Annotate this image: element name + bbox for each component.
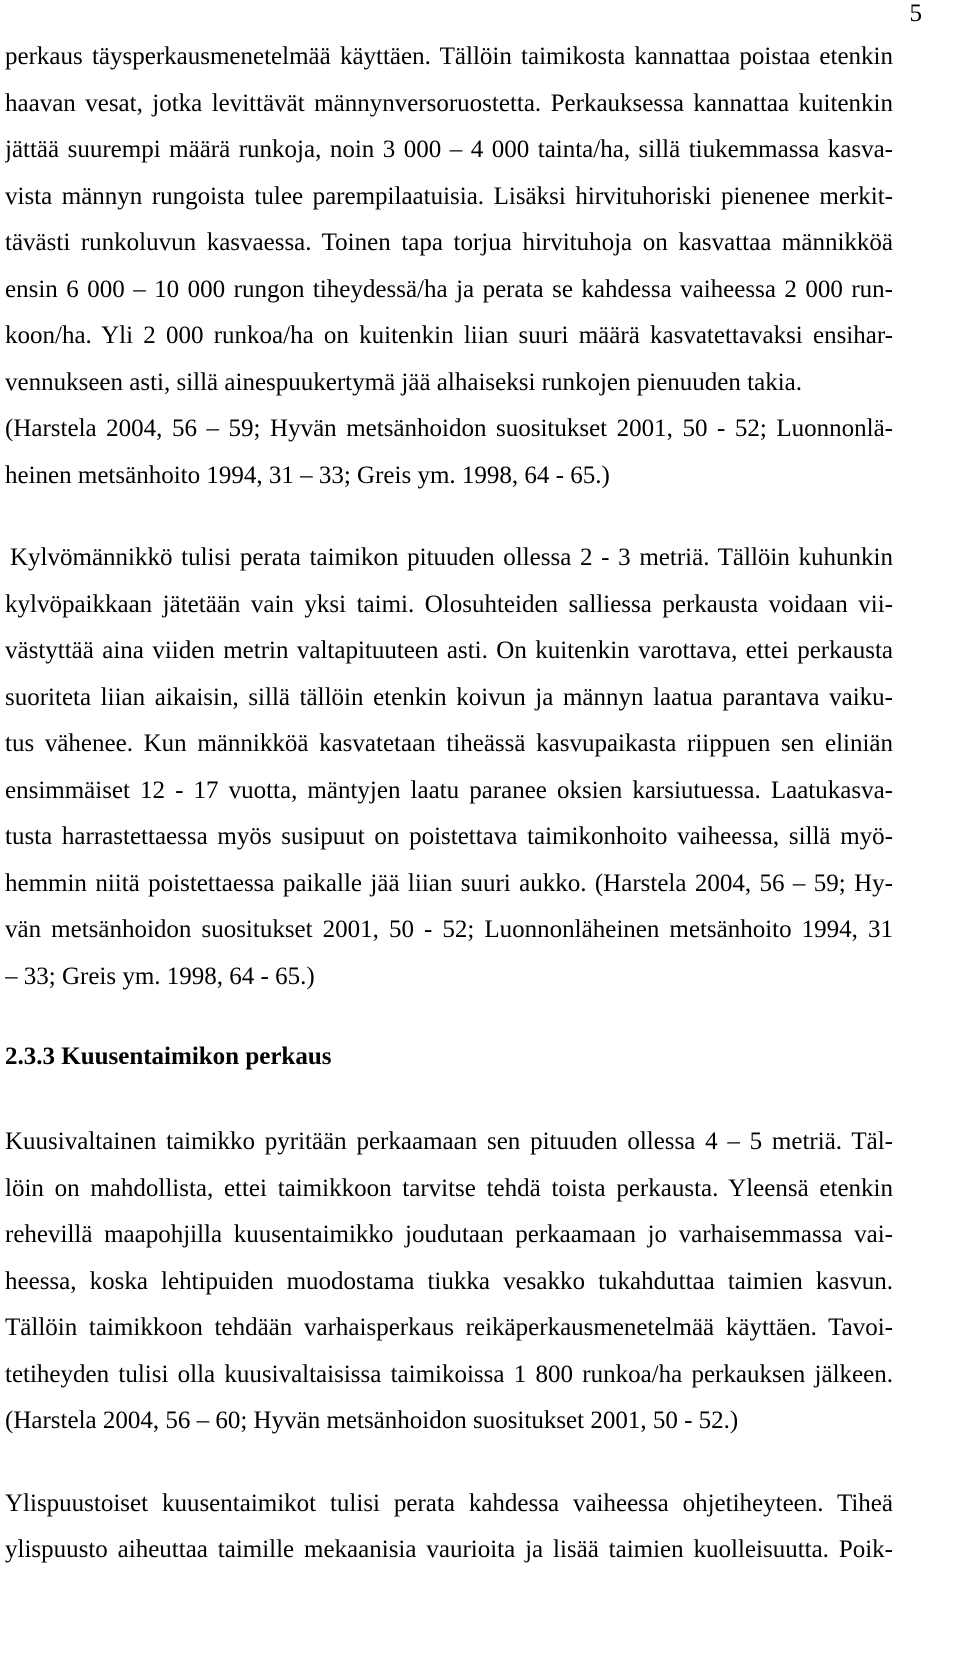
text-line: (Harstela 2004, 56 – 60; Hyvän metsänhoidon suositukset 2001, 50 - 52.) (5, 1407, 739, 1434)
section-spacer (5, 1081, 893, 1119)
text-line: västyttää aina viiden metrin valtapituuteen asti. On kuitenkin varottava, ettei perkausta (5, 637, 893, 664)
text-line: Kylvömännikkö tulisi perata taimikon pituuden ollessa 2 - 3 metriä. Tällöin kuhunkin (10, 544, 893, 571)
text-line: tetiheyden tulisi olla kuusivaltaisissa taimikoissa 1 800 runkoa/ha perkauksen jälkeen. (5, 1360, 893, 1388)
section-spacer (5, 1000, 893, 1033)
text-line: perkaus täysperkausmenetelmää käyttäen. Tällöin taimikosta kannattaa poistaa etenkin (5, 43, 893, 70)
paragraph (5, 34, 893, 499)
text-line: Ylispuustoiset kuusentaimikot tulisi perata kahdessa vaiheessa ohjetiheyteen. Tiheä (5, 1489, 893, 1517)
paragraph (5, 535, 893, 1000)
text-line: tus vähenee. Kun männikköä kasvatetaan tiheässä kasvupaikasta riippuen sen eliniän (5, 730, 893, 757)
text-line: tusta harrastettaessa myös susipuut on poistettava taimikonhoito vaiheessa, sillä myö- (5, 823, 893, 850)
text-line: heinen metsänhoito 1994, 31 – 33; Greis ym. 1998, 64 - 65.) (5, 461, 610, 489)
text-line: jättää suurempi määrä runkoja, noin 3 000 – 4 000 tainta/ha, sillä tiukemmassa kasva- (5, 136, 893, 163)
paragraph (5, 1481, 893, 1574)
text-line: ylispuusto aiheuttaa taimille mekaanisia vaurioita ja lisää taimien kuolleisuutta. Poik- (5, 1536, 893, 1563)
paragraph (5, 1119, 893, 1445)
paragraph-spacer (5, 499, 893, 535)
text-line: ensimmäiset 12 - 17 vuotta, mäntyjen laatu paranee oksien karsiutuessa. Laatukasva- (5, 776, 893, 804)
text-line: kylvöpaikkaan jätetään vain yksi taimi. Olosuhteiden salliessa perkausta voidaan vii- (5, 590, 893, 618)
page-number: 5 (909, 0, 922, 27)
text-line: löin on mahdollista, ettei taimikkoon tarvitse tehdä toista perkausta. Yleensä etenkin (5, 1174, 893, 1202)
text-line: rehevillä maapohjilla kuusentaimikko joudutaan perkaamaan jo varhaisemmassa vai- (5, 1221, 893, 1248)
section-heading: 2.3.3 Kuusentaimikon perkaus (5, 1043, 332, 1070)
text-line: Kuusivaltainen taimikko pyritään perkaamaan sen pituuden ollessa 4 – 5 metriä. Täl- (5, 1128, 893, 1155)
text-line: haavan vesat, jotka levittävät männynversoruostetta. Perkauksessa kannattaa kuitenkin (5, 89, 893, 117)
text-line: koon/ha. Yli 2 000 runkoa/ha on kuitenkin liian suuri määrä kasvatettavaksi ensihar- (5, 322, 893, 349)
text-line: (Harstela 2004, 56 – 59; Hyvän metsänhoidon suositukset 2001, 50 - 52; Luonnonlä- (5, 415, 893, 442)
text-line: suoriteta liian aikaisin, sillä tällöin etenkin koivun ja männyn laatua parantava vaiku- (5, 683, 893, 711)
text-line: ensin 6 000 – 10 000 rungon tiheydessä/ha ja perata se kahdessa vaiheessa 2 000 run- (5, 275, 893, 303)
text-line: heessa, koska lehtipuiden muodostama tiukka vesakko tukahduttaa taimien kasvun. (5, 1267, 893, 1295)
text-line: tävästi runkoluvun kasvaessa. Toinen tapa torjua hirvituhoja on kasvattaa männikköä (5, 229, 893, 256)
paragraph-spacer (5, 1445, 893, 1481)
text-line: vän metsänhoidon suositukset 2001, 50 - 52; Luonnonläheinen metsänhoito 1994, 31 (5, 916, 893, 943)
text-line: Tällöin taimikkoon tehdään varhaisperkaus reikäperkausmenetelmää käyttäen. Tavoi- (5, 1314, 893, 1341)
text-line: vista männyn rungoista tulee parempilaatuisia. Lisäksi hirvituhoriski pienenee merkit- (5, 182, 893, 210)
text-line: – 33; Greis ym. 1998, 64 - 65.) (5, 962, 315, 990)
text-line: vennukseen asti, sillä ainespuukertymä jää alhaiseksi runkojen pienuuden takia. (5, 368, 802, 396)
document-body (5, 34, 893, 1574)
text-line: hemmin niitä poistettaessa paikalle jää liian suuri aukko. (Harstela 2004, 56 – 59; Hy- (5, 869, 893, 897)
